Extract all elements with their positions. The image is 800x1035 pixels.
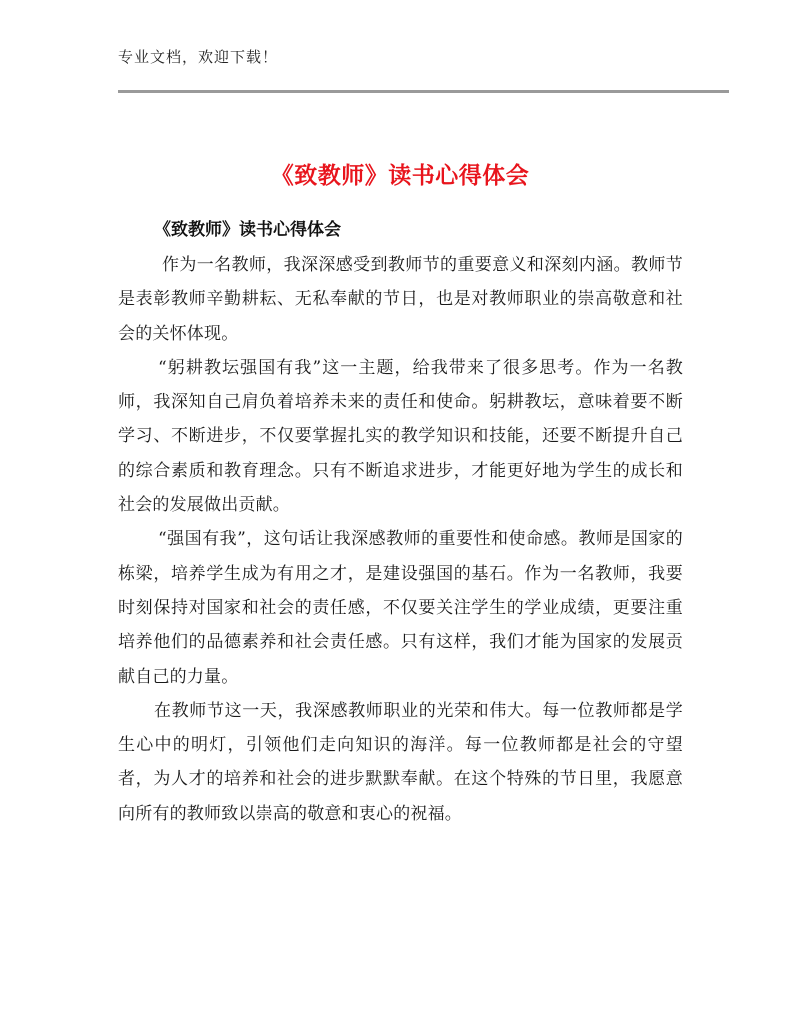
paragraph-2: “躬耕教坛强国有我”这一主题，给我带来了很多思考。作为一名教师，我深知自己肩负着培养未来的责任和使命。躬耕教坛，意味着要不断学习、不断进步，不仅要掌握扎实的教学知识和技能，还要不断提升自己的综合素质和教育理念。只有不断追求进步，才能更好地为学生的成长和社会的发展做出贡献。 [118,357,683,516]
paragraph-4: 在教师节这一天，我深感教师职业的光荣和伟大。每一位教师都是学生心中的明灯，引领他们走向知识的海洋。每一位教师都是社会的守望者，为人才的培养和社会的进步默默奉献。在这个特殊的节日里，我愿意向所有的教师致以崇高的敬意和衷心的祝福。 [118,700,683,824]
document-body [118,212,683,831]
document-subtitle: 《致教师》读书心得体会 [154,220,341,240]
paragraph-3: “强国有我”，这句话让我深感教师的重要性和使命感。教师是国家的栋梁，培养学生成为有用之才，是建设强国的基石。作为一名教师，我要时刻保持对国家和社会的责任感，不仅要关注学生的学业成绩，更要注重培养他们的品德素养和社会责任感。只有这样，我们才能为国家的发展贡献自己的力量。 [118,529,683,687]
paragraph-1: 作为一名教师，我深深感受到教师节的重要意义和深刻内涵。教师节是表彰教师辛勤耕耘、无私奉献的节日，也是对教师职业的崇高敬意和社会的关怀体现。 [118,255,683,344]
header-label: 专业文档，欢迎下载！ [118,48,279,66]
document-title: 《致教师》读书心得体会 [270,163,530,190]
header-divider [118,90,729,93]
